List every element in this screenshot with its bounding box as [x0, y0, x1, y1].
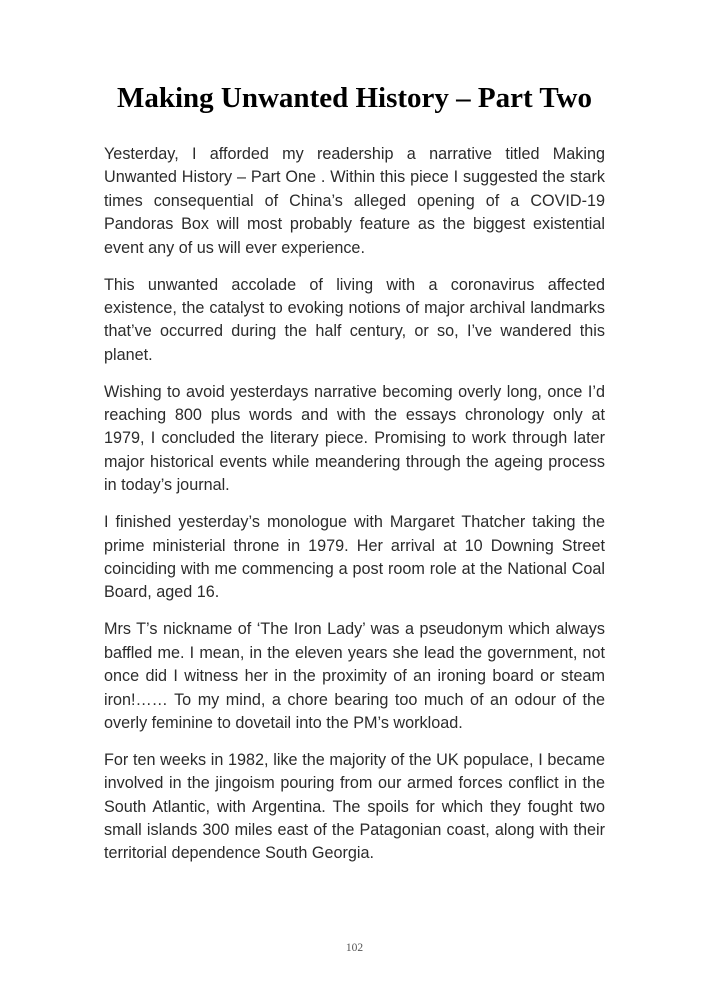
paragraph-2: This unwanted accolade of living with a coronavirus affected existence, the catalyst to evoking notions of major archival landmarks that’ve occurred during the half century, or so, I’ve wandered this planet. [104, 275, 605, 364]
page-title: Making Unwanted History – Part Two [116, 82, 593, 114]
page-number: 102 [345, 942, 364, 954]
paragraph-1: Yesterday, I afforded my readership a narrative titled Making Unwanted History – Part One . Within this piece I suggested the stark times consequential of China’s alleged opening of a COVID-19 Pandoras Box will most probably feature as the biggest existential event any of us will ever experience. [104, 145, 605, 257]
paragraph-3: Wishing to avoid yesterdays narrative becoming overly long, once I’d reaching 800 plus words and with the essays chronology only at 1979, I concluded the literary piece. Promising to work through later major historical events while meandering through the ageing process in today’s journal. [104, 382, 605, 495]
paragraph-5: Mrs T’s nickname of ‘The Iron Lady’ was a pseudonym which always baffled me. I mean, in the eleven years she lead the government, not once did I witness her in the proximity of an ironing board or steam iron!…… To my mind, a chore bearing too much of an odour of the overly feminine to dovetail into the PM’s workload. [104, 620, 605, 732]
paragraph-6: For ten weeks in 1982, like the majority of the UK populace, I became involved in the jingoism pouring from our armed forces conflict in the South Atlantic, with Argentina. The spoils for which they fought two small islands 300 miles east of the Patagonian coast, along with their territorial dependence South Georgia. [104, 750, 605, 863]
paragraph-4: I finished yesterday’s monologue with Margaret Thatcher taking the prime ministerial throne in 1979. Her arrival at 10 Downing Street coinciding with me commencing a post room role at the National Coal Board, aged 16. [104, 513, 605, 602]
article-body [104, 143, 605, 879]
